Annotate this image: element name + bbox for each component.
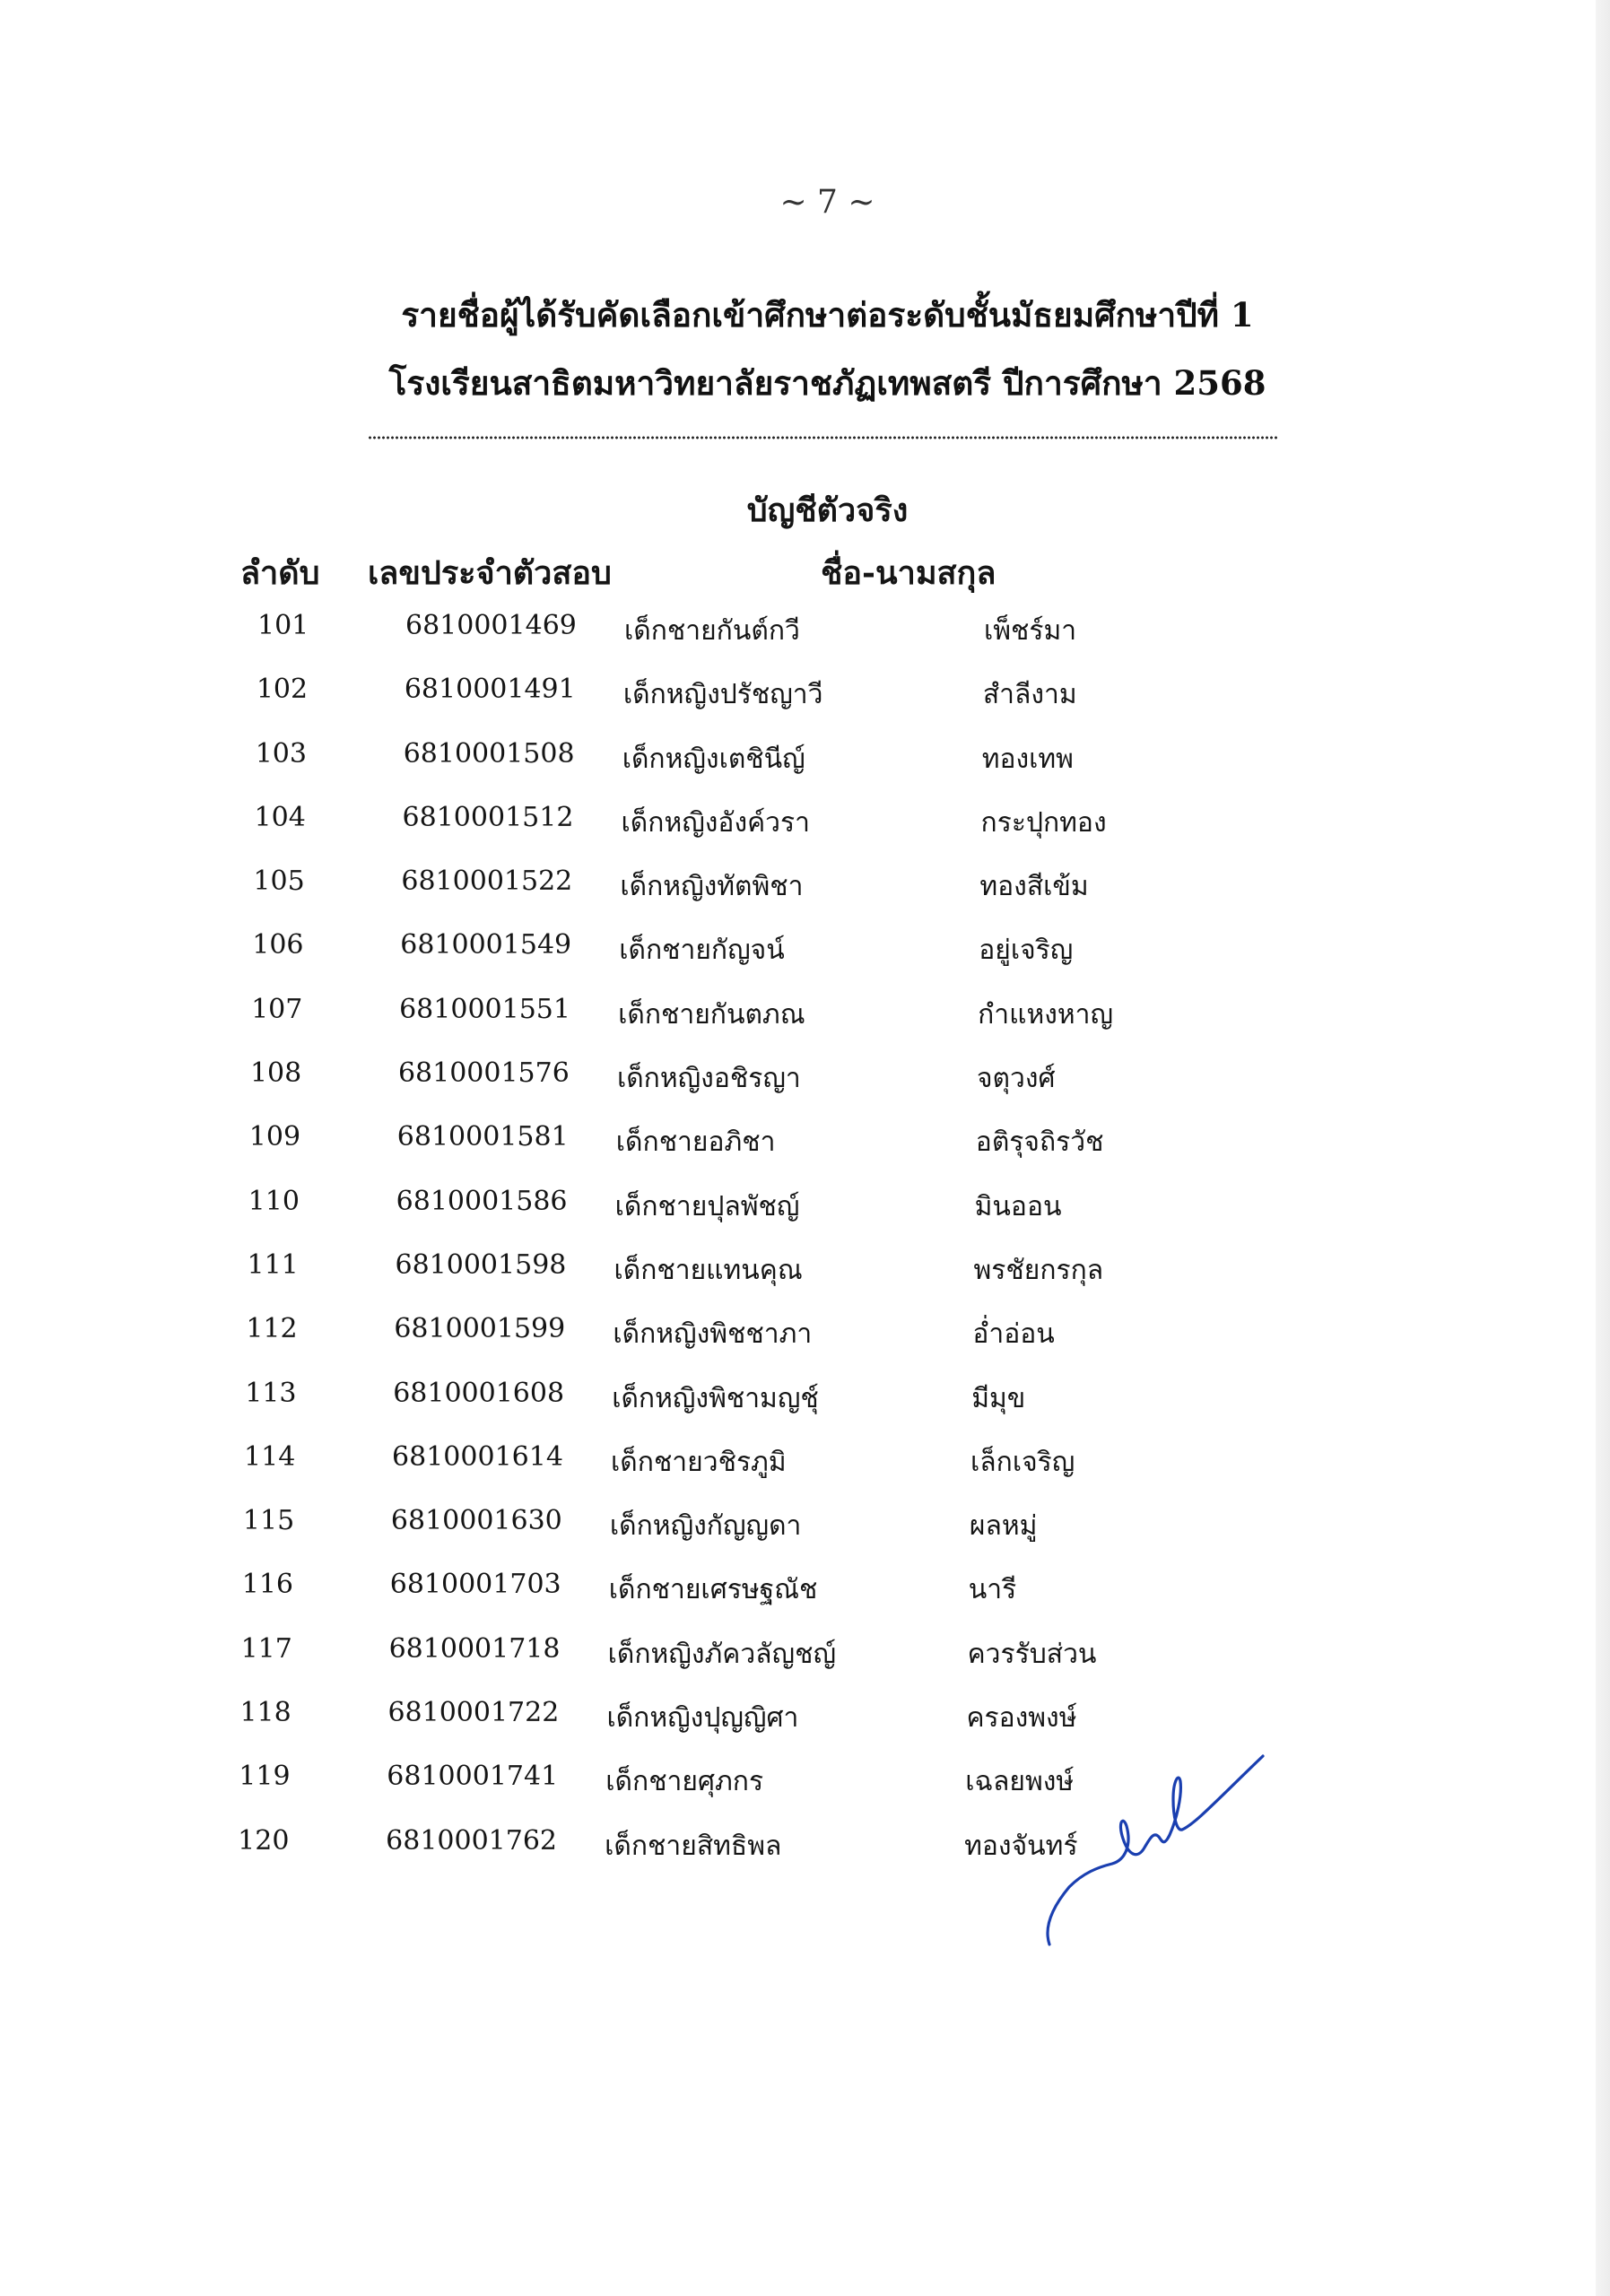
row-last-name: ทองสีเข้ม <box>979 871 1089 903</box>
row-no: 119 <box>239 1761 291 1793</box>
row-last-name: ทองเทพ <box>981 743 1074 775</box>
table-row <box>0 1378 1610 1441</box>
row-first-name: เด็กหญิงเตชินีญ์ <box>622 743 805 775</box>
row-first-name: เด็กชายเศรษฐณัช <box>608 1574 818 1606</box>
table-row <box>0 1569 1610 1632</box>
row-no: 102 <box>256 674 309 706</box>
row-no: 115 <box>242 1505 295 1537</box>
page-number: ~ 7 ~ <box>779 184 875 221</box>
row-last-name: ทองจันทร์ <box>964 1830 1078 1862</box>
document-title-line-1: รายชื่อผู้ได้รับคัดเลือกเข้าศึกษาต่อระดับชั้นมัธยมศึกษาปีที่ 1 <box>401 295 1254 335</box>
row-no: 106 <box>252 929 304 961</box>
student-list <box>0 610 1610 1889</box>
row-exam-id: 6810001586 <box>396 1185 568 1217</box>
row-first-name: เด็กหญิงภัควลัญชญ์ <box>607 1638 837 1670</box>
table-row <box>0 674 1610 737</box>
row-no: 118 <box>239 1697 292 1729</box>
row-first-name: เด็กชายสิทธิพล <box>605 1830 782 1862</box>
row-first-name: เด็กชายวชิรภูมิ <box>611 1446 787 1478</box>
dotted-separator <box>368 436 1278 439</box>
table-row <box>0 1505 1610 1569</box>
table-row <box>0 1249 1610 1313</box>
row-exam-id: 6810001469 <box>405 610 577 641</box>
row-no: 101 <box>257 610 309 641</box>
row-exam-id: 6810001722 <box>387 1697 560 1729</box>
table-row <box>0 1697 1610 1761</box>
table-row <box>0 1313 1610 1377</box>
column-header-full-name: ชื่อ-นามสกุล <box>821 554 996 592</box>
row-exam-id: 6810001549 <box>400 929 572 961</box>
row-first-name: เด็กหญิงปรัชญาวี <box>622 679 823 711</box>
table-row <box>0 994 1610 1057</box>
row-no: 103 <box>255 737 307 770</box>
table-row <box>0 1633 1610 1697</box>
row-first-name: เด็กชายกันตภณ <box>618 998 805 1031</box>
row-no: 113 <box>245 1377 297 1409</box>
row-no: 107 <box>251 993 303 1025</box>
row-first-name: เด็กชายอภิชา <box>615 1126 776 1159</box>
row-last-name: อ่ำอ่อน <box>972 1318 1055 1351</box>
row-exam-id: 6810001491 <box>404 674 576 706</box>
table-row <box>0 1825 1610 1889</box>
row-last-name: กำแหงหาญ <box>978 998 1114 1031</box>
row-exam-id: 6810001598 <box>395 1248 567 1281</box>
table-row <box>0 1761 1610 1824</box>
row-last-name: ผลหมู่ <box>969 1510 1038 1543</box>
row-last-name: กระปุกทอง <box>980 806 1107 839</box>
row-no: 108 <box>249 1057 302 1090</box>
row-first-name: เด็กหญิงพิชชาภา <box>613 1318 813 1351</box>
row-last-name: เฉลยพงษ์ <box>965 1766 1075 1798</box>
table-row <box>0 802 1610 865</box>
row-last-name: ควรรับส่วน <box>967 1638 1097 1670</box>
row-exam-id: 6810001608 <box>393 1377 565 1409</box>
row-first-name: เด็กหญิงพิชามญชุ์ <box>612 1382 819 1414</box>
row-no: 111 <box>247 1248 299 1281</box>
row-no: 110 <box>248 1185 300 1217</box>
row-exam-id: 6810001508 <box>403 737 575 770</box>
row-first-name: เด็กหญิงอังค์วรา <box>621 806 810 839</box>
row-exam-id: 6810001551 <box>399 993 570 1025</box>
table-row <box>0 738 1610 802</box>
section-title: บัญชีตัวจริง <box>746 491 909 529</box>
row-last-name: จตุวงศ์ <box>976 1063 1056 1095</box>
row-last-name: มินออน <box>974 1190 1062 1222</box>
row-no: 117 <box>240 1632 292 1665</box>
row-no: 116 <box>241 1569 294 1601</box>
table-row <box>0 1441 1610 1505</box>
row-first-name: เด็กหญิงอชิรญา <box>616 1063 801 1095</box>
signature-mark <box>1039 1749 1272 1955</box>
table-row <box>0 929 1610 993</box>
row-exam-id: 6810001512 <box>402 801 574 833</box>
row-no: 104 <box>254 801 306 833</box>
row-last-name: พรชัยกรกุล <box>973 1254 1104 1286</box>
row-first-name: เด็กชายกันต์กวี <box>624 615 800 647</box>
row-exam-id: 6810001630 <box>390 1505 562 1537</box>
row-no: 109 <box>248 1121 301 1153</box>
row-no: 120 <box>238 1824 290 1857</box>
row-last-name: เพ็ชร์มา <box>984 615 1077 647</box>
row-first-name: เด็กหญิงกัญญดา <box>609 1510 802 1543</box>
row-exam-id: 6810001718 <box>388 1632 561 1665</box>
row-last-name: นารี <box>968 1574 1017 1606</box>
row-exam-id: 6810001703 <box>389 1569 561 1601</box>
row-exam-id: 6810001599 <box>394 1313 566 1345</box>
table-row <box>0 1186 1610 1249</box>
row-last-name: อยู่เจริญ <box>979 935 1074 967</box>
row-exam-id: 6810001522 <box>401 865 573 898</box>
row-no: 114 <box>244 1440 296 1473</box>
row-exam-id: 6810001581 <box>396 1121 569 1153</box>
row-last-name: เล็กเจริญ <box>970 1446 1075 1478</box>
row-first-name: เด็กชายกัญจน์ <box>619 935 785 967</box>
row-first-name: เด็กหญิงทัตพิชา <box>620 871 804 903</box>
table-row <box>0 1057 1610 1121</box>
row-exam-id: 6810001741 <box>387 1761 559 1793</box>
row-exam-id: 6810001762 <box>386 1824 558 1857</box>
column-header-exam-id: เลขประจำตัวสอบ <box>368 554 612 592</box>
table-row <box>0 610 1610 674</box>
row-last-name: มีมุข <box>971 1382 1026 1414</box>
row-no: 105 <box>253 865 305 898</box>
table-row <box>0 1121 1610 1185</box>
row-first-name: เด็กชายปุลพัชญ์ <box>614 1190 800 1222</box>
row-last-name: ครองพงษ์ <box>966 1702 1077 1735</box>
row-exam-id: 6810001614 <box>392 1440 563 1473</box>
row-last-name: อติรุจถิรวัช <box>975 1126 1104 1159</box>
row-first-name: เด็กหญิงปุญญิศา <box>606 1702 799 1735</box>
row-first-name: เด็กชายศุภกร <box>605 1766 764 1798</box>
column-header-no: ลำดับ <box>240 554 320 592</box>
row-exam-id: 6810001576 <box>397 1057 570 1090</box>
row-first-name: เด็กชายแทนคุณ <box>614 1254 803 1286</box>
row-no: 112 <box>246 1313 298 1345</box>
table-row <box>0 865 1610 929</box>
document-title-line-2: โรงเรียนสาธิตมหาวิทยาลัยราชภัฏเทพสตรี ปีการศึกษา 2568 <box>388 363 1266 403</box>
row-last-name: สำลีงาม <box>982 679 1077 711</box>
